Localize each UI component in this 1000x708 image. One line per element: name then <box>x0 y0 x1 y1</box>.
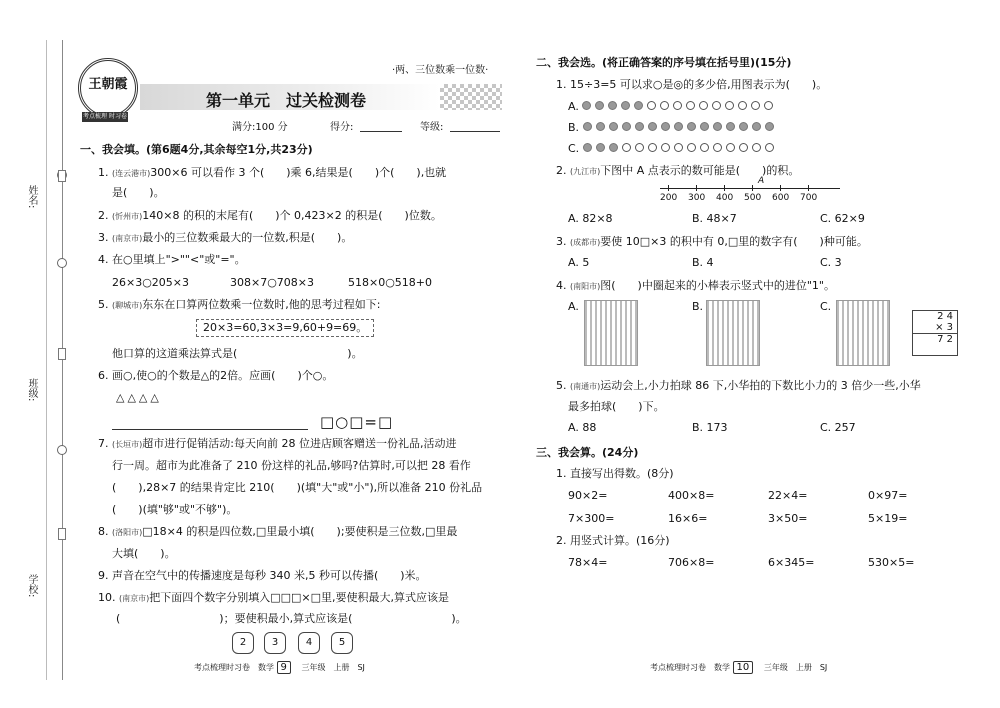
calc-item: 22×4= <box>768 489 808 502</box>
filled-circle <box>752 122 761 131</box>
s2-q3-opt-b: B. 4 <box>692 256 714 269</box>
footer-right: 考点梳理时习卷 数学 10 三年级 上册 SJ <box>650 662 828 673</box>
page-number: 10 <box>733 661 754 674</box>
number-line-tick <box>780 185 781 191</box>
binder-mark <box>58 348 66 360</box>
vertical-calc-item: 530×5= <box>868 556 915 569</box>
number-line-tick <box>808 185 809 191</box>
number-line-tick <box>752 185 753 191</box>
binder-hole <box>57 445 67 455</box>
s2-q4: 4. (南阳市)图( )中圈起来的小棒表示竖式中的进位"1"。 <box>556 279 835 292</box>
sticks-figure-c <box>836 300 890 366</box>
filled-circle <box>583 143 592 152</box>
empty-circle <box>738 101 747 110</box>
number-line-tick <box>668 185 669 191</box>
tick-label: 300 <box>688 193 706 203</box>
empty-circle <box>713 143 722 152</box>
class-label: 班级: <box>26 378 37 402</box>
empty-circle <box>712 101 721 110</box>
q6-draw-line[interactable] <box>112 429 308 430</box>
empty-circle <box>751 101 760 110</box>
number-line <box>660 188 840 189</box>
school-label: 学校: <box>26 574 37 598</box>
q8-line2: 大填( )。 <box>112 547 176 560</box>
calc-item: 400×8= <box>668 489 715 502</box>
q9: 9. 声音在空气中的传播速度是每秒 340 米,5 秒可以传播( )米。 <box>98 569 427 582</box>
empty-circle <box>726 143 735 152</box>
name-label: 姓名: <box>26 185 37 209</box>
s2-q4-opt-c: C. <box>820 300 832 313</box>
empty-circle <box>764 101 773 110</box>
empty-circle <box>661 143 670 152</box>
section3-heading: 三、我会算。(24分) <box>536 446 639 459</box>
tick-label: 700 <box>800 193 818 203</box>
s2-q1-option-a: A. <box>568 100 777 114</box>
empty-circle <box>752 143 761 152</box>
calc-item: 7×300= <box>568 512 615 525</box>
s2-q1-option-b: B. <box>568 121 778 135</box>
q6: 6. 画○,使○的个数是△的2倍。应画( )个○。 <box>98 369 334 382</box>
vertical-calc-item: 6×345= <box>768 556 815 569</box>
vertical-calc-item: 78×4= <box>568 556 608 569</box>
grade-label: 等级: <box>420 122 444 133</box>
filled-circle <box>648 122 657 131</box>
q2: 2. (忻州市)140×8 的积的末尾有( )个 0,423×2 的积是( )位数。 <box>98 209 442 222</box>
empty-circle <box>635 143 644 152</box>
vertical-calc: 2 4 × 3 7 2 <box>912 310 958 356</box>
filled-circle <box>609 143 618 152</box>
tick-label: 600 <box>772 193 790 203</box>
q4: 4. 在○里填上">""<"或"="。 <box>98 253 246 266</box>
binder-mark <box>58 170 66 182</box>
page-number: 9 <box>277 661 291 674</box>
full-score: 满分:100 分 <box>232 122 288 133</box>
empty-circle <box>687 143 696 152</box>
filled-circle <box>596 122 605 131</box>
filled-circle <box>726 122 735 131</box>
empty-circle <box>673 101 682 110</box>
q4-compare-3: 518×0○518+0 <box>348 276 433 289</box>
filled-circle <box>634 101 643 110</box>
filled-circle <box>582 101 591 110</box>
q1: 1. (连云港市)300×6 可以看作 3 个( )乘 6,结果是( )个( ),也就 <box>98 166 447 179</box>
footer-left: 考点梳理时习卷 数学 9 三年级 上册 SJ <box>194 662 365 673</box>
q1-line2: 是( )。 <box>112 186 165 199</box>
empty-circle <box>699 101 708 110</box>
s2-q2-opt-c: C. 62×9 <box>820 212 865 225</box>
tick-label: 400 <box>716 193 734 203</box>
number-line-tick <box>724 185 725 191</box>
empty-circle <box>647 101 656 110</box>
s3-q1: 1. 直接写出得数。(8分) <box>556 467 674 480</box>
calc-item: 5×19= <box>868 512 908 525</box>
s2-q2-opt-b: B. 48×7 <box>692 212 737 225</box>
s2-q3-opt-c: C. 3 <box>820 256 842 269</box>
s2-q5-opt-b: B. 173 <box>692 421 728 434</box>
empty-circle <box>700 143 709 152</box>
s2-q5-opt-c: C. 257 <box>820 421 856 434</box>
s2-q2: 2. (九江市)下图中 A 点表示的数可能是( )的积。 <box>556 164 800 177</box>
score-label: 得分: <box>330 122 354 133</box>
s2-q5-opt-a: A. 88 <box>568 421 597 434</box>
digit-card: 4 <box>298 632 320 654</box>
empty-circle <box>725 101 734 110</box>
filled-circle <box>621 101 630 110</box>
empty-circle <box>648 143 657 152</box>
filled-circle <box>596 143 605 152</box>
s2-q5-line2: 最多拍球( )下。 <box>568 400 665 413</box>
s2-q2-opt-a: A. 82×8 <box>568 212 613 225</box>
empty-circle <box>686 101 695 110</box>
grade-blank[interactable] <box>450 131 500 132</box>
calc-item: 90×2= <box>568 489 608 502</box>
section1-heading: 一、我会填。(第6题4分,其余每空1分,共23分) <box>80 143 313 156</box>
filled-circle <box>739 122 748 131</box>
binder-hole <box>57 258 67 268</box>
q10: 10. (南京市)把下面四个数字分别填入□□□×□里,要使积最大,算式应该是 <box>98 591 450 604</box>
q6-triangles: △△△△ <box>116 391 162 404</box>
page-title: 第一单元 过关检测卷 <box>206 91 367 110</box>
q7-line2: 行一周。超市为此准备了 210 份这样的礼品,够吗?估算时,可以把 28 看作 <box>112 459 471 472</box>
s2-q1: 1. 15÷3=5 可以求○是◎的多少倍,用图表示为( )。 <box>556 78 828 91</box>
s2-q4-opt-b: B. <box>692 300 704 313</box>
logo-tag: 考点梳理 时习卷 <box>83 113 127 120</box>
s2-q5: 5. (南通市)运动会上,小力拍球 86 下,小华拍的下数比小力的 3 倍少一些,小华 <box>556 379 921 392</box>
binder-mark <box>58 528 66 540</box>
filled-circle <box>674 122 683 131</box>
topic-label: ·两、三位数乘一位数· <box>392 65 489 76</box>
s2-q4-opt-a: A. <box>568 300 579 313</box>
empty-circle <box>622 143 631 152</box>
q5: 5. (聊城市)东东在口算两位数乘一位数时,他的思考过程如下: <box>98 298 381 311</box>
digit-card: 3 <box>264 632 286 654</box>
score-blank[interactable] <box>360 131 402 132</box>
q3: 3. (南京市)最小的三位数乘最大的一位数,积是( )。 <box>98 231 353 244</box>
s3-q2: 2. 用竖式计算。(16分) <box>556 534 670 547</box>
vertical-calc-item: 706×8= <box>668 556 715 569</box>
digit-card: 2 <box>232 632 254 654</box>
number-line-tick <box>696 185 697 191</box>
q6-formula: □○□=□ <box>320 413 394 431</box>
filled-circle <box>608 101 617 110</box>
filled-circle <box>687 122 696 131</box>
filled-circle <box>622 122 631 131</box>
calc-item: 16×6= <box>668 512 708 525</box>
empty-circle <box>765 143 774 152</box>
calc-item: 0×97= <box>868 489 908 502</box>
sticks-figure-b <box>706 300 760 366</box>
filled-circle <box>609 122 618 131</box>
binder-line-dashed <box>46 40 47 680</box>
s2-q3: 3. (成都市)要使 10□×3 的积中有 0,□里的数字有( )种可能。 <box>556 235 868 248</box>
filled-circle <box>595 101 604 110</box>
binder-line <box>62 40 63 680</box>
q4-compare-1: 26×3○205×3 <box>112 276 190 289</box>
sticks-figure-a <box>584 300 638 366</box>
q7: 7. (长垣市)超市进行促销活动:每天向前 28 位进店顾客赠送一份礼品,活动进 <box>98 437 457 450</box>
publisher-logo: 王朝霞 <box>78 58 138 118</box>
section2-heading: 二、我会选。(将正确答案的序号填在括号里)(15分) <box>536 56 792 69</box>
q7-line3: ( ),28×7 的结果肯定比 210( )(填"大"或"小"),所以准备 210 份礼品 <box>112 481 483 494</box>
filled-circle <box>635 122 644 131</box>
q10-line2: ( )；要使积最小,算式应该是( )。 <box>116 612 467 625</box>
s2-q3-opt-a: A. 5 <box>568 256 590 269</box>
q5-thinking-box: 20×3=60,3×3=9,60+9=69。 <box>196 319 374 337</box>
q7-line4: ( )(填"够"或"不够")。 <box>112 503 238 516</box>
point-a: A <box>758 176 765 186</box>
filled-circle <box>700 122 709 131</box>
tick-label: 500 <box>744 193 762 203</box>
tick-label: 200 <box>660 193 678 203</box>
filled-circle <box>661 122 670 131</box>
q8: 8. (洛阳市)□18×4 的积是四位数,□里最小填( );要使积是三位数,□里最 <box>98 525 458 538</box>
header-pattern <box>440 84 502 110</box>
empty-circle <box>660 101 669 110</box>
digit-card: 5 <box>331 632 353 654</box>
filled-circle <box>583 122 592 131</box>
q5-answer-line: 他口算的这道乘法算式是( )。 <box>112 347 363 360</box>
filled-circle <box>765 122 774 131</box>
q4-compare-2: 308×7○708×3 <box>230 276 315 289</box>
empty-circle <box>674 143 683 152</box>
s2-q1-option-c: C. <box>568 142 778 156</box>
filled-circle <box>713 122 722 131</box>
calc-item: 3×50= <box>768 512 808 525</box>
empty-circle <box>739 143 748 152</box>
